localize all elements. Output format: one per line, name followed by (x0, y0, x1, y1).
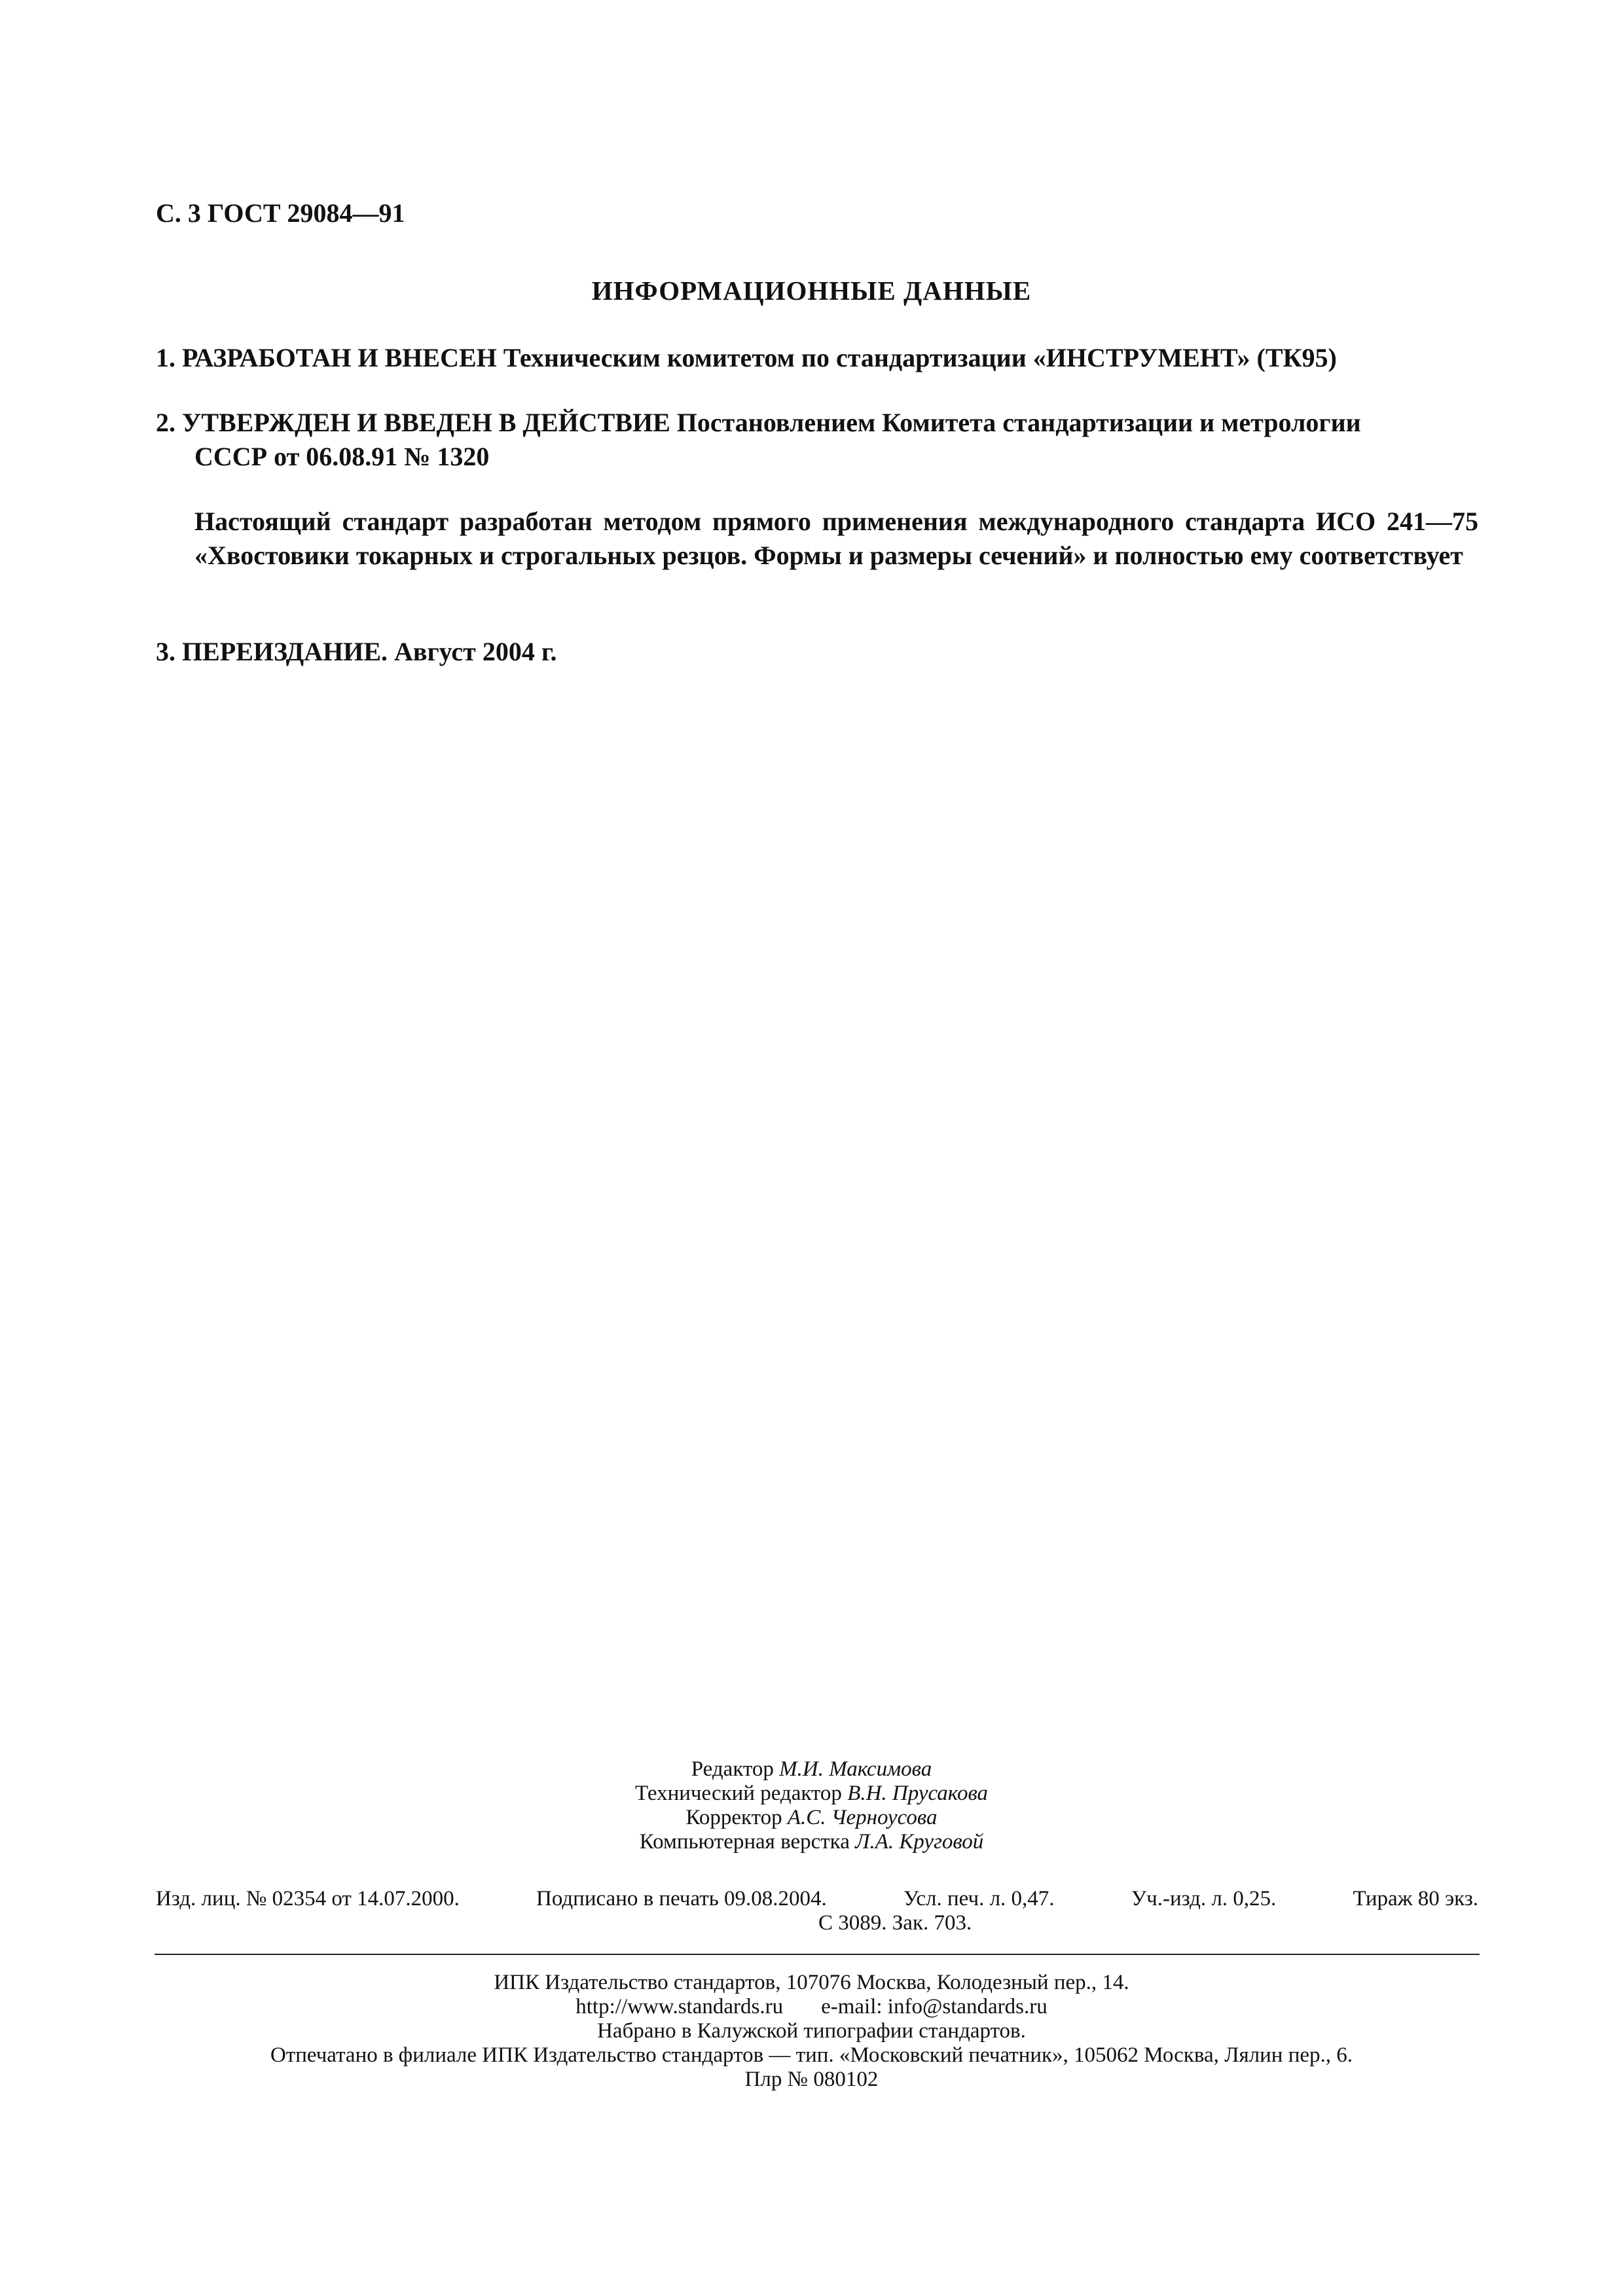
credit-role: Компьютерная верстка (639, 1830, 850, 1854)
page-header: С. 3 ГОСТ 29084—91 (156, 198, 405, 228)
publisher-contacts (0, 1995, 1623, 2019)
publisher-typeset: Набрано в Калужской типографии стандартов. (597, 2019, 1026, 2043)
publisher-url[interactable]: http://www.standards.ru (575, 1995, 784, 2018)
section-title: ИНФОРМАЦИОННЫЕ ДАННЫЕ (591, 276, 1032, 306)
info-item-2-line1: 2. УТВЕРЖДЕН И ВВЕДЕН В ДЕЙСТВИЕ Постановлением Комитета стандартизации и метрологии (156, 408, 1361, 437)
credit-role: Технический редактор (634, 1782, 842, 1805)
publisher-address: ИПК Издательство стандартов, 107076 Москва, Колодезный пер., 14. (494, 1971, 1129, 1994)
credit-name: В.Н. Прусакова (847, 1782, 989, 1805)
credit-role: Редактор (691, 1757, 774, 1781)
credit-layout (0, 1830, 1623, 1854)
publisher-plr: Плр № 080102 (744, 2068, 879, 2091)
credit-editor (0, 1757, 1623, 1782)
imprint-line (156, 1887, 1478, 1911)
info-item-2-note: Настоящий стандарт разработан методом прямого применения международного стандарта ИСО 241—75 «Хвостовики токарных и строгальных резцов. Формы и размеры сечений» и полностью ему соответствует (194, 507, 1478, 570)
publisher-email[interactable]: e-mail: info@standards.ru (821, 1995, 1048, 2018)
publisher-printed: Отпечатано в филиале ИПК Издательство стандартов — тип. «Московский печатник», 105062 Москва, Лялин пер., 6. (270, 2043, 1353, 2067)
publisher-block (0, 1971, 1623, 2092)
imprint-signed: Подписано в печать 09.08.2004. (536, 1887, 827, 1910)
credit-name: А.С. Черноусова (787, 1806, 938, 1829)
info-item-3: 3. ПЕРЕИЗДАНИЕ. Август 2004 г. (156, 637, 557, 666)
imprint-block (156, 1887, 1478, 1935)
credit-tech-editor (0, 1782, 1623, 1806)
info-item-2 (156, 406, 1478, 474)
credit-role: Корректор (685, 1806, 782, 1829)
info-item-1: 1. РАЗРАБОТАН И ВНЕСЕН Техническим комитетом по стандартизации «ИНСТРУМЕНТ» (ТК95) (156, 343, 1337, 372)
imprint-order: С 3089. Зак. 703. (818, 1911, 972, 1935)
imprint-license: Изд. лиц. № 02354 от 14.07.2000. (156, 1887, 460, 1910)
imprint-print-sheets: Усл. печ. л. 0,47. (903, 1887, 1055, 1910)
imprint-edition-sheets: Уч.-изд. л. 0,25. (1131, 1887, 1277, 1910)
credit-name: М.И. Максимова (779, 1757, 932, 1781)
credit-proofreader (0, 1806, 1623, 1830)
credit-name: Л.А. Круговой (855, 1830, 984, 1854)
credits-block (0, 1757, 1623, 1854)
info-item-2-line2: СССР от 06.08.91 № 1320 (194, 442, 490, 471)
divider (155, 1954, 1480, 1955)
imprint-circulation: Тираж 80 экз. (1353, 1887, 1478, 1910)
